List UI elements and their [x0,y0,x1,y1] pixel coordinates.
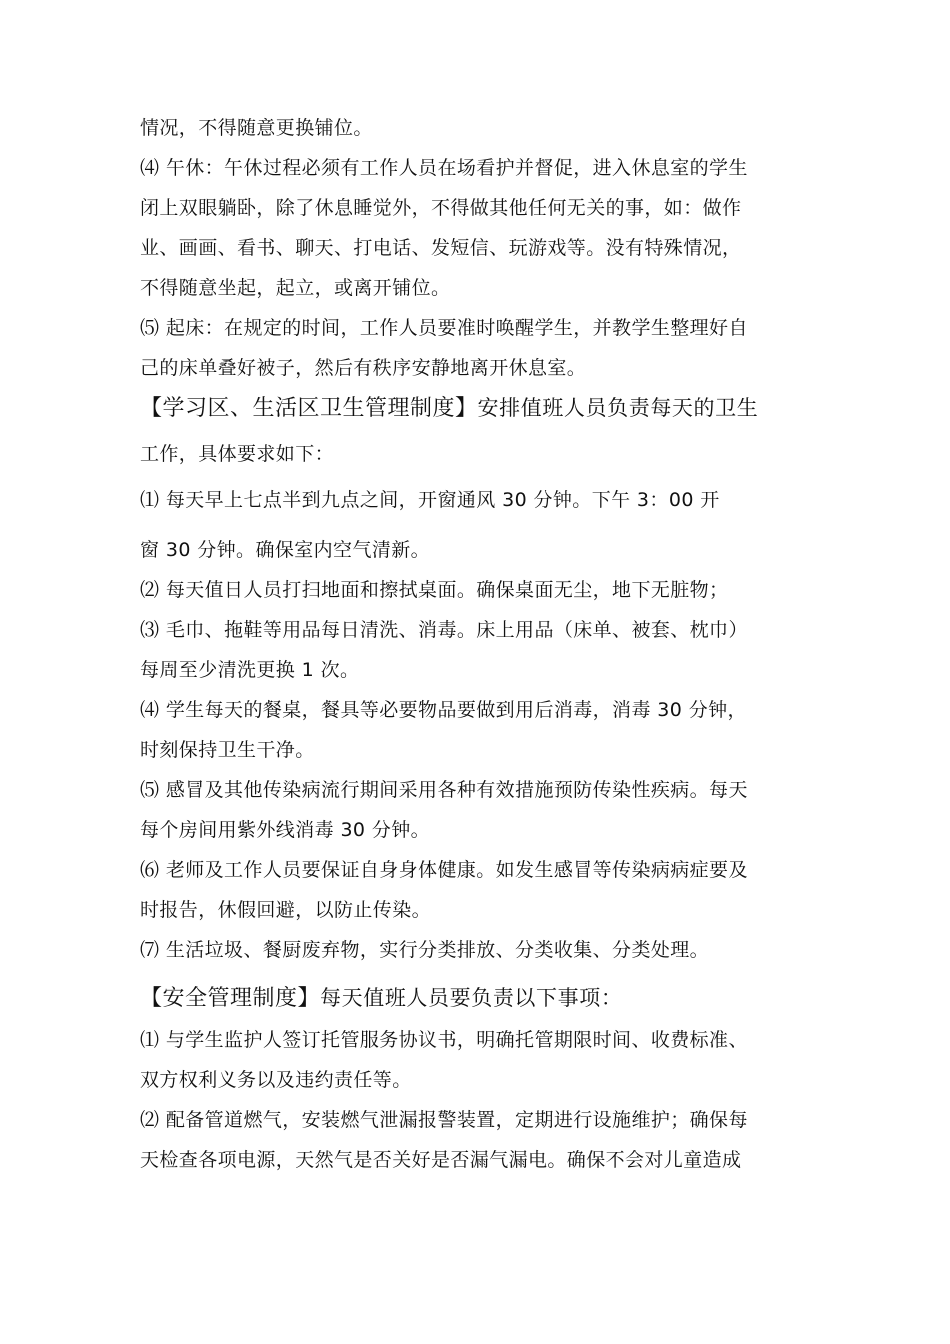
text-line: 时刻保持卫生干净。 [140,739,315,761]
text-line: ⑺ 生活垃圾、餐厨废弃物，实行分类排放、分类收集、分类处理。 [140,939,710,961]
text-line: ⑵ 每天值日人员打扫地面和擦拭桌面。确保桌面无尘，地下无脏物； [140,579,729,601]
text-line: 每周至少清洗更换 1 次。 [140,659,360,681]
text-line: ⑴ 与学生监护人签订托管服务协议书，明确托管期限时间、收费标准、 [140,1029,748,1051]
section-heading-line [140,396,758,421]
text-line: ⑸ 感冒及其他传染病流行期间采用各种有效措施预防传染性疾病。每天 [140,779,748,801]
text-line: 己的床单叠好被子，然后有秩序安静地离开休息室。 [140,357,587,379]
text-line: ⑵ 配备管道燃气，安装燃气泄漏报警装置，定期进行设施维护；确保每 [140,1109,748,1131]
text-line: 工作，具体要求如下： [140,443,335,465]
text-line: ⑷ 午休：午休过程必须有工作人员在场看护并督促，进入休息室的学生 [140,157,748,179]
text-line: ⑷ 学生每天的餐桌，餐具等必要物品要做到用后消毒，消毒 30 分钟， [140,699,747,721]
text-line: ⑹ 老师及工作人员要保证自身身体健康。如发生感冒等传染病病症要及 [140,859,748,881]
text-line: ⑸ 起床：在规定的时间，工作人员要准时唤醒学生，并教学生整理好自 [140,317,748,339]
section-intro-hygiene: 安排值班人员负责每天的卫生 [477,396,759,420]
text-line: 天检查各项电源，天然气是否关好是否漏气漏电。确保不会对儿童造成 [140,1149,742,1171]
text-line: 情况，不得随意更换铺位。 [140,117,373,139]
section-heading-safety: 【安全管理制度】 [140,986,321,1011]
text-line: 每个房间用紫外线消毒 30 分钟。 [140,819,431,841]
text-line: ⑶ 毛巾、拖鞋等用品每日清洗、消毒。床上用品（床单、被套、枕巾） [140,619,748,641]
section-intro-safety: 每天值班人员要负责以下事项： [320,986,623,1010]
text-line: 闭上双眼躺卧，除了休息睡觉外，不得做其他任何无关的事，如：做作 [140,197,742,219]
text-line: 不得随意坐起，起立，或离开铺位。 [140,277,451,299]
text-line: 时报告，休假回避，以防止传染。 [140,899,432,921]
text-line: 窗 30 分钟。确保室内空气清新。 [140,539,431,561]
text-line: ⑴ 每天早上七点半到九点之间，开窗通风 30 分钟。下午 3：00 开 [140,489,720,511]
text-line: 业、画画、看书、聊天、打电话、发短信、玩游戏等。没有特殊情况， [140,237,742,259]
section-heading-hygiene: 【学习区、生活区卫生管理制度】 [140,396,478,421]
text-line: 双方权利义务以及违约责任等。 [140,1069,412,1091]
section-heading-line [140,986,622,1011]
